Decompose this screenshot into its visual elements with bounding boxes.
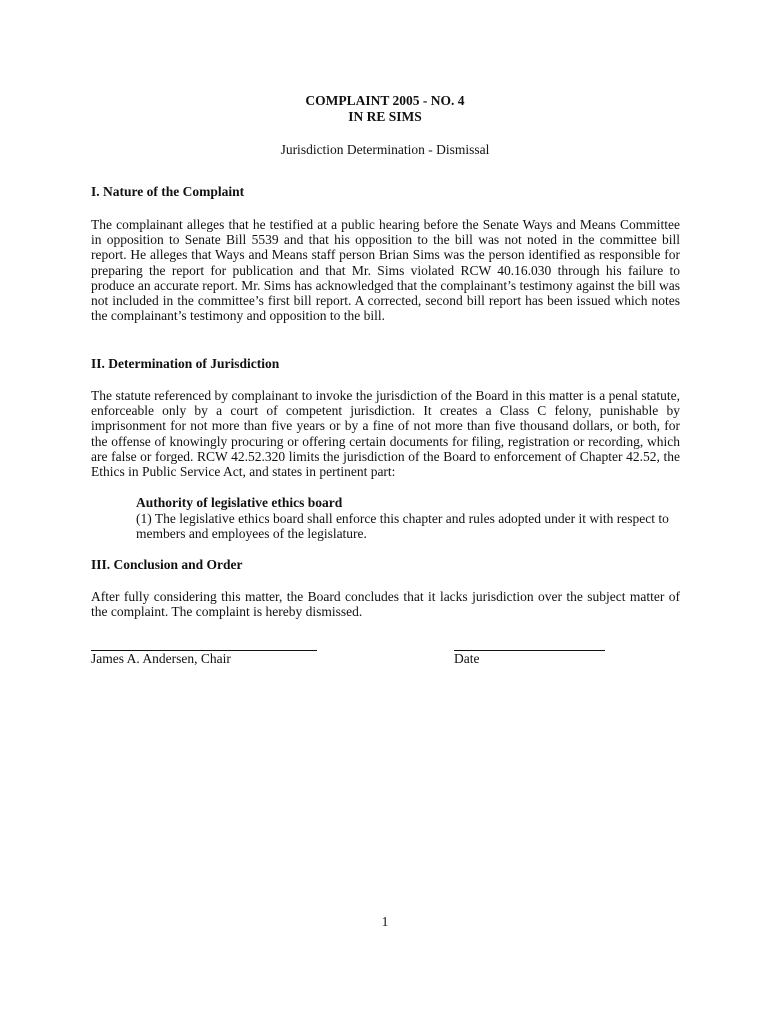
section3-paragraph: After fully considering this matter, the Board concludes that it lacks jurisdiction over the subject matter of the complaint. The complaint is hereby dismissed.: [91, 589, 680, 620]
quote-heading: Authority of legislative ethics board: [136, 495, 343, 510]
section1-heading: I. Nature of the Complaint: [91, 184, 245, 199]
complaint-title: COMPLAINT 2005 - NO. 4: [305, 93, 465, 108]
document-header: [0, 93, 770, 158]
section1-paragraph: The complainant alleges that he testified at a public hearing before the Senate Ways and Means Committee in opposition to Senate Bill 5539 and that his opposition to the bill was not noted in the committee bill report. He alleges that Ways and Means staff person Brian Sims was the person identified as responsible for preparing the report for publication and that Mr. Sims violated RCW 40.16.030 through his failure to produce an accurate report. Mr. Sims has acknowledged that the complainant’s testimony against the bill was not included in the committee’s first bill report. A corrected, second bill report has been issued which notes the complainant’s testimony and opposition to the bill.: [91, 217, 680, 324]
section3-body: [91, 589, 680, 619]
case-title: IN RE SIMS: [348, 109, 422, 124]
section1-body: [91, 217, 680, 323]
quote-text: (1) The legislative ethics board shall enforce this chapter and rules adopted under it with respect to members and employees of the legislature.: [136, 510, 669, 541]
section2-paragraph: The statute referenced by complainant to invoke the jurisdiction of the Board in this matter is a penal statute, enforceable only by a court of competent jurisdiction. It creates a Class C felony, punishable by imprisonment for not more than five years or by a fine of not more than five thousand dollars, or both, for the offense of knowingly procuring or offering certain documents for filing, registration or recording, which are false or forged. RCW 42.52.320 limits the jurisdiction of the Board to enforcement of Chapter 42.52, the Ethics in Public Service Act, and states in pertinent part:: [91, 388, 680, 480]
section2-heading: II. Determination of Jurisdiction: [91, 356, 280, 371]
statute-quote: [136, 495, 684, 542]
chair-name: James A. Andersen, Chair: [91, 651, 231, 666]
date-label: Date: [454, 651, 480, 666]
section3-heading: III. Conclusion and Order: [91, 557, 243, 572]
section2-body: [91, 388, 680, 479]
document-subtitle: Jurisdiction Determination - Dismissal: [280, 142, 490, 157]
page-number: 1: [381, 914, 389, 929]
